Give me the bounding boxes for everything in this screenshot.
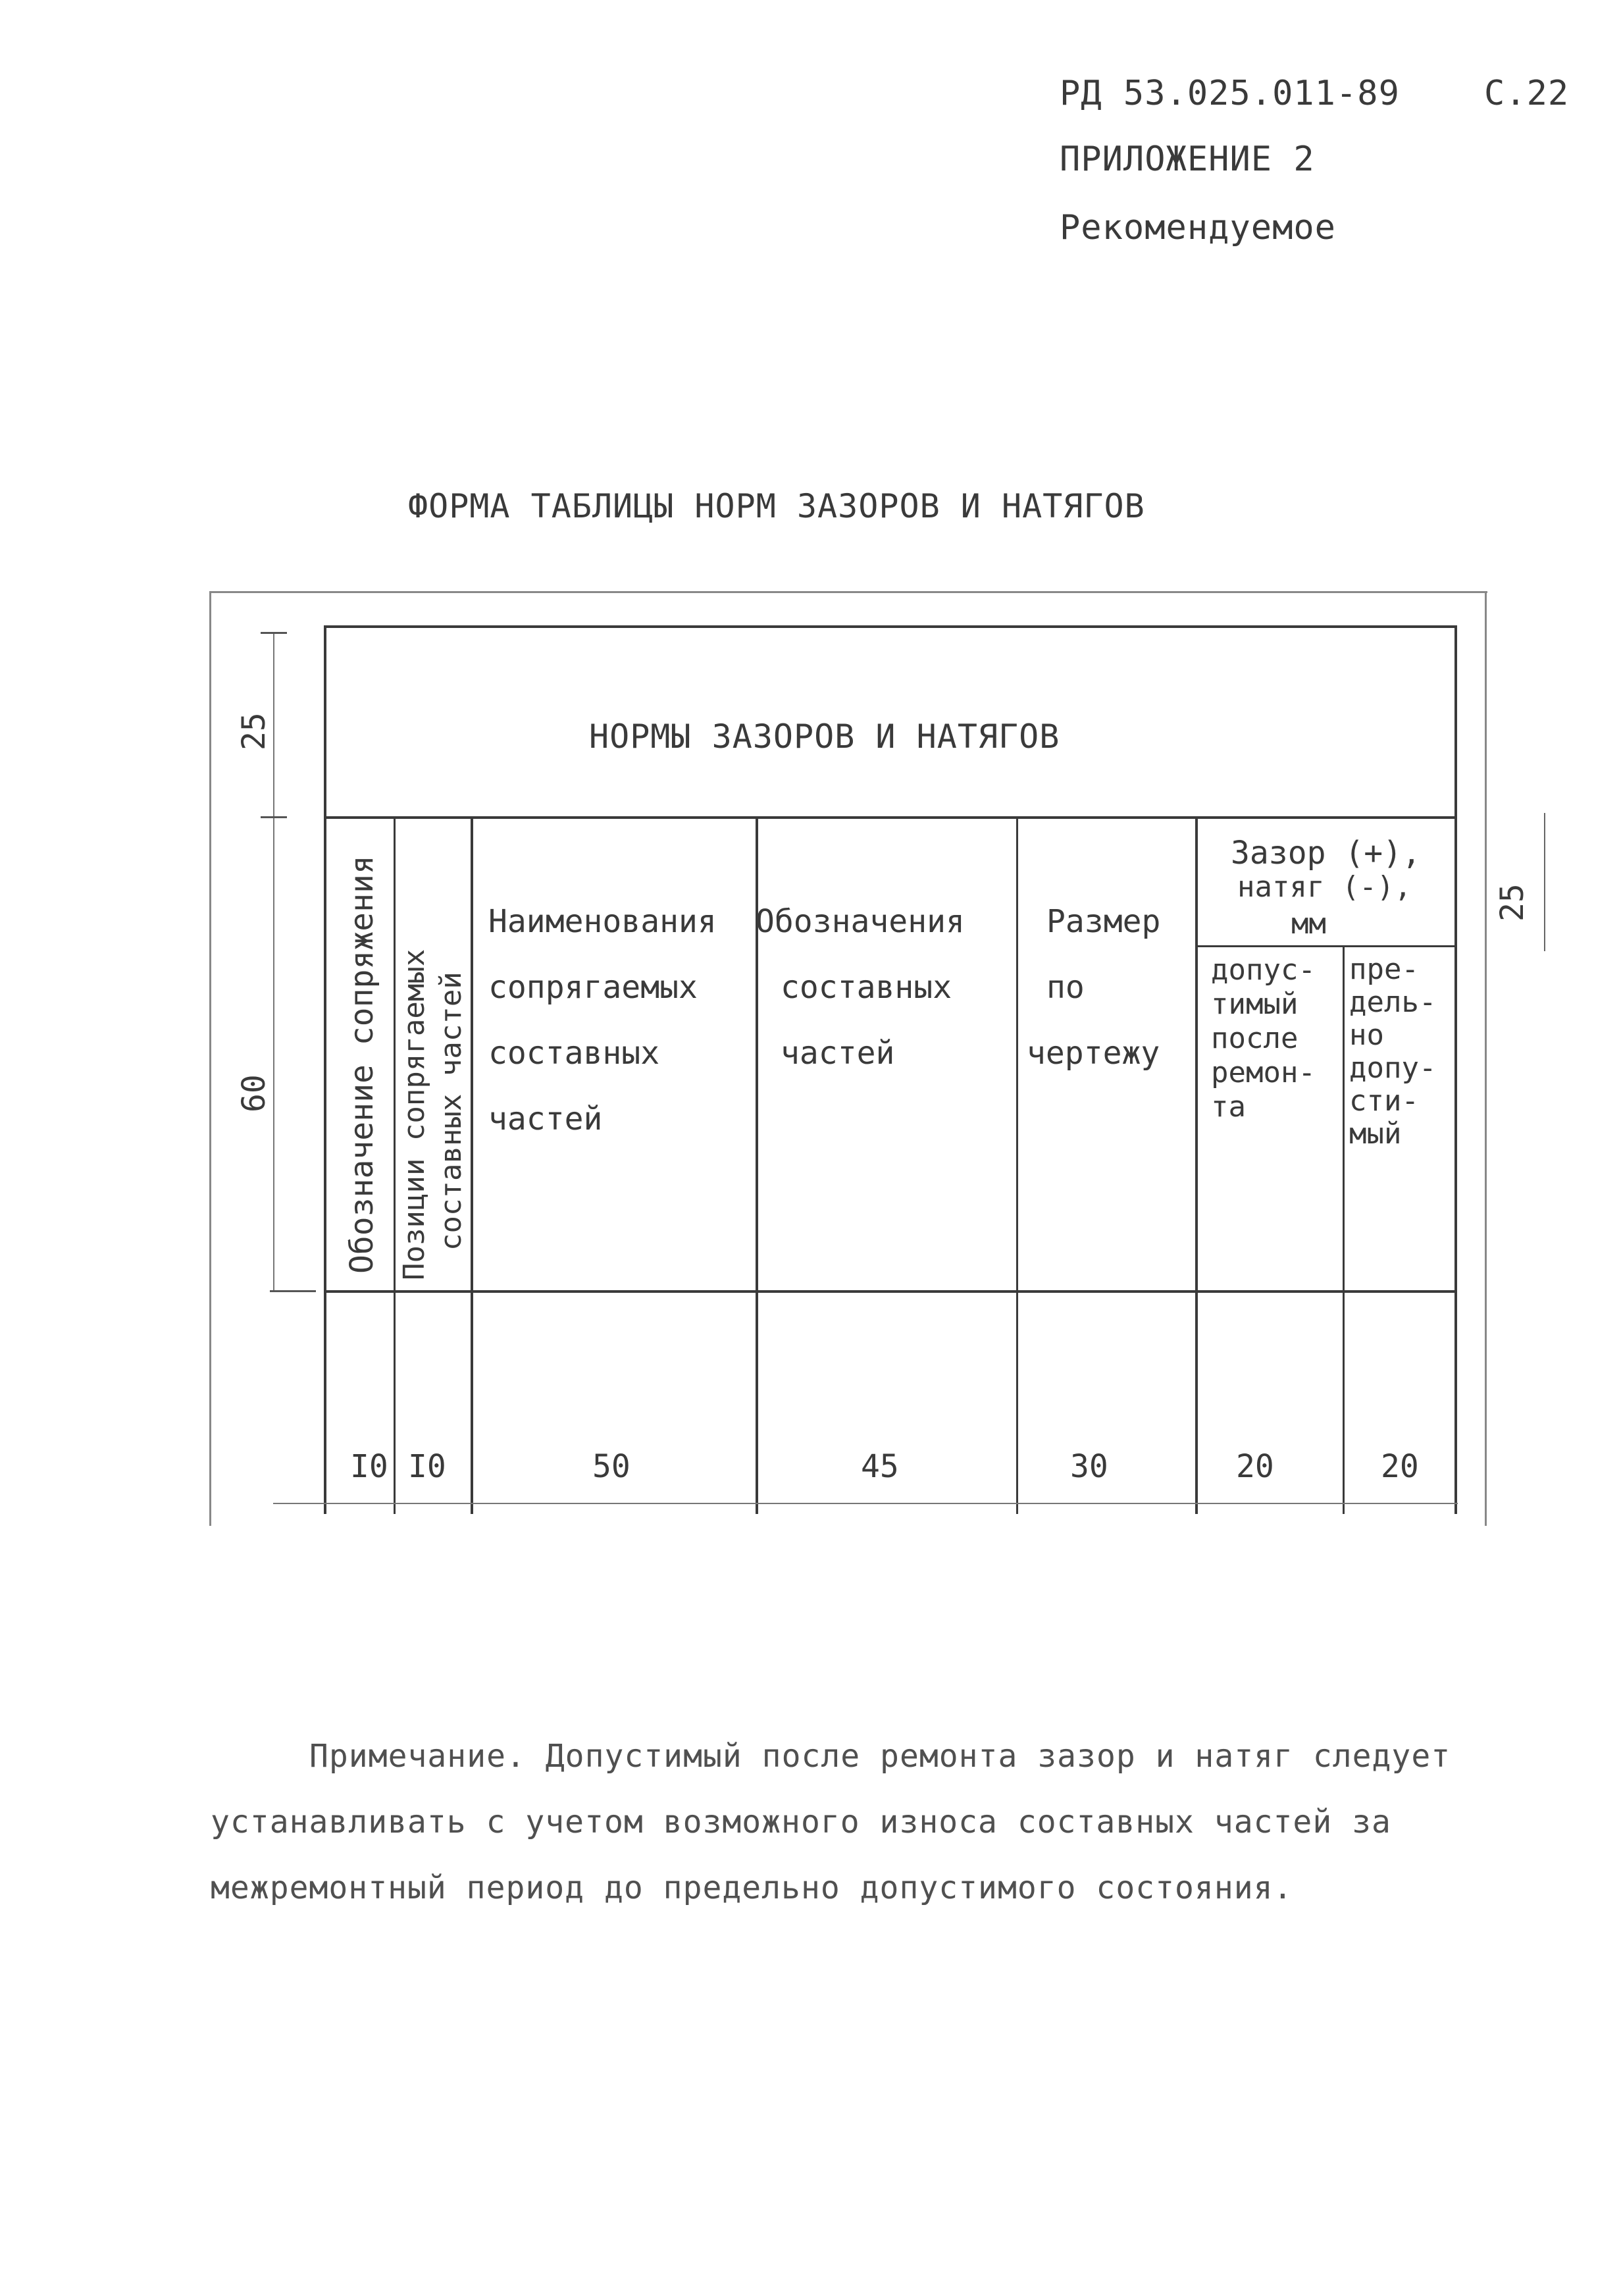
appendix-label: ПРИЛОЖЕНИЕ 2 xyxy=(1060,140,1315,179)
header-size-1: Размер xyxy=(1046,903,1161,940)
dim-tick-mid xyxy=(261,816,287,818)
width-col4: 45 xyxy=(861,1448,899,1485)
caption-top xyxy=(324,625,1457,628)
width-col6: 20 xyxy=(1236,1448,1274,1485)
page-number: С.22 xyxy=(1484,74,1570,113)
header-positions-line1: Позиции сопрягаемых xyxy=(398,949,431,1280)
group-header-1: Зазор (+), xyxy=(1231,835,1421,872)
width-dimension-line xyxy=(273,1503,1458,1504)
dim-tick-bottom xyxy=(270,1290,316,1292)
header-row-line xyxy=(324,816,1457,819)
header-allowed-after-repair: допус- тимый после ремон- та xyxy=(1211,953,1316,1124)
appendix-status: Рекомендуемое xyxy=(1060,208,1336,248)
note-line-1: Примечание. Допустимый после ремонта зазор и натяг следует xyxy=(309,1738,1451,1775)
header-designations-2: составных xyxy=(781,969,952,1006)
form-title: ФОРМА ТАБЛИЦЫ НОРМ ЗАЗОРОВ И НАТЯГОВ xyxy=(408,487,1145,525)
note-line-2: устанавливать с учетом возможного износа составных частей за xyxy=(211,1804,1391,1840)
header-names-1: Наименования xyxy=(488,903,717,940)
body-row-line xyxy=(324,1290,1457,1293)
frame-top xyxy=(209,591,1487,593)
header-size-2: по xyxy=(1046,969,1085,1006)
header-names-4: частей xyxy=(488,1101,603,1137)
group-header-3: мм xyxy=(1291,907,1326,941)
header-designations-1: Обозначения xyxy=(756,903,965,940)
frame-left xyxy=(209,591,211,1526)
caption-right xyxy=(1454,625,1457,1514)
col-div-1 xyxy=(394,816,396,1514)
header-names-3: составных xyxy=(488,1035,660,1072)
group-header-2: натяг (-), xyxy=(1237,870,1412,904)
col-div-4 xyxy=(1016,816,1018,1514)
col-div-2 xyxy=(471,816,473,1514)
col-div-5 xyxy=(1195,816,1198,1514)
header-size-3: чертежу xyxy=(1027,1035,1160,1072)
width-col3: 50 xyxy=(592,1448,630,1485)
note-line-3: межремонтный период до предельно допустимого состояния. xyxy=(211,1869,1293,1906)
header-designations-3: частей xyxy=(781,1035,895,1072)
group-sub-line xyxy=(1198,945,1457,947)
height-dimension-line xyxy=(273,632,274,1290)
width-col2: I0 xyxy=(408,1448,446,1485)
header-positions-line2: составных частей xyxy=(434,972,468,1251)
dim-caption-height: 25 xyxy=(236,712,272,750)
doc-code: РД 53.025.011-89 xyxy=(1060,74,1400,113)
frame-right xyxy=(1485,591,1487,1526)
header-names-2: сопрягаемых xyxy=(488,969,698,1006)
dim-tick-top xyxy=(261,632,287,634)
right-dimension-line xyxy=(1544,813,1545,951)
header-max-allowed: пре- дель- но допу- сти- мый xyxy=(1349,952,1437,1151)
width-col5: 30 xyxy=(1070,1448,1108,1485)
width-col1: I0 xyxy=(350,1448,388,1485)
header-mating-designation: Обозначение сопряжения xyxy=(344,855,380,1274)
caption-left xyxy=(324,625,326,1514)
width-col7: 20 xyxy=(1381,1448,1419,1485)
col-div-6 xyxy=(1343,945,1345,1514)
table-caption: НОРМЫ ЗАЗОРОВ И НАТЯГОВ xyxy=(589,718,1060,756)
dim-header-height: 60 xyxy=(236,1074,272,1112)
dim-group-height: 25 xyxy=(1494,883,1531,922)
